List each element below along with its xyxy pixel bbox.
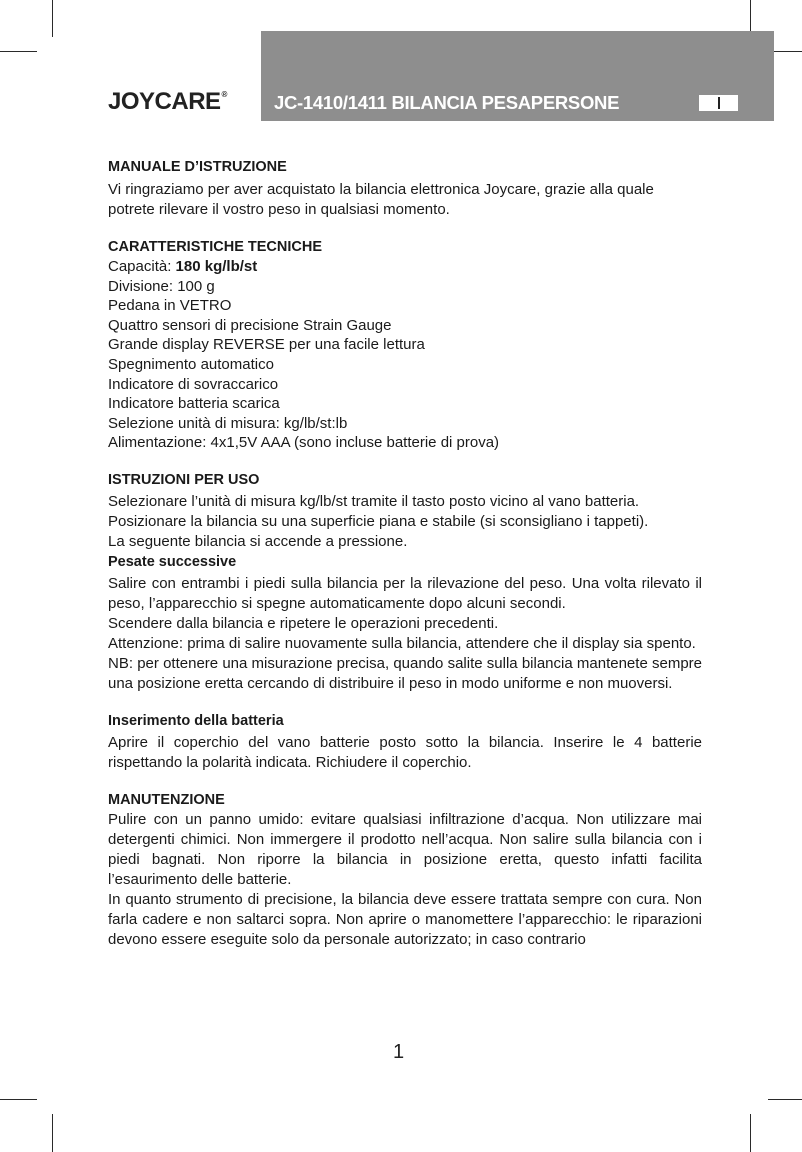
crop-mark [768, 1099, 802, 1100]
spec-item: Spegnimento automatico [108, 355, 274, 373]
section-intro [108, 157, 702, 220]
section-battery [108, 711, 702, 773]
usage-paragraph: NB: per ottenere una misurazione precisa, quando salite sulla bilancia mantenete sempre una posizione eretta cercando di distribuire il peso in modo uniforme e non muoversi. [108, 654, 702, 692]
page-number: 1 [393, 1041, 405, 1063]
brand-logo: JOYCARE® [108, 88, 227, 115]
document-title: JC-1410/1411 BILANCIA PESAPERSONE [274, 92, 620, 113]
spec-item: Indicatore di sovraccarico [108, 375, 279, 393]
manual-content [108, 157, 702, 950]
section-heading: CARATTERISTICHE TECNICHE [108, 239, 323, 255]
spec-item: Indicatore batteria scarica [108, 395, 280, 413]
language-badge-mark [718, 97, 720, 109]
usage-paragraph: Selezionare l’unità di misura kg/lb/st tramite il tasto posto vicino al vano batteria. [108, 492, 640, 510]
section-heading: ISTRUZIONI PER USO [108, 471, 260, 488]
usage-paragraph: Posizionare la bilancia su una superficie piana e stabile (si sconsigliano i tappeti). [108, 512, 649, 530]
spec-item: Quattro sensori di precisione Strain Gauge [108, 316, 392, 334]
crop-mark [52, 1114, 53, 1152]
battery-text: Aprire il coperchio del vano batterie posto sotto la bilancia. Inserire le 4 batterie rispettando la polarità indicata. Richiudere il coperchio. [108, 733, 702, 771]
usage-paragraph: Attenzione: prima di salire nuovamente sulla bilancia, attendere che il display sia spento. [108, 634, 696, 652]
subsection-heading: Pesate successive [108, 553, 237, 570]
crop-mark [750, 1114, 751, 1152]
maintenance-paragraph: In quanto strumento di precisione, la bilancia deve essere trattata sempre con cura. Non farla cadere e non saltarci sopra. Non aprire o manomettere l’apparecchio: le riparazioni devono essere eseguite solo da personale autorizzato; in caso contrario [108, 890, 702, 948]
spec-item: Grande display REVERSE per una facile lettura [108, 336, 425, 354]
section-heading: Inserimento della batteria [108, 712, 284, 729]
usage-paragraph: La seguente bilancia si accende a pressione. [108, 532, 408, 550]
section-maintenance [108, 790, 702, 950]
intro-text: Vi ringraziamo per aver acquistato la bilancia elettronica Joycare, grazie alla quale potrete rilevare il vostro peso in qualsiasi momento. [108, 181, 654, 218]
usage-paragraph: Salire con entrambi i piedi sulla bilancia per la rilevazione del peso. Una volta rilevato il peso, l’apparecchio si spegne automaticamente dopo alcuni secondi. [108, 574, 702, 612]
usage-paragraph: Scendere dalla bilancia e ripetere le operazioni precedenti. [108, 614, 499, 632]
spec-capacity: Capacità: 180 kg/lb/st [108, 258, 258, 275]
language-badge [699, 95, 738, 111]
spec-item: Alimentazione: 4x1,5V AAA (sono incluse batterie di prova) [108, 434, 500, 452]
crop-mark [52, 0, 53, 37]
spec-item: Selezione unità di misura: kg/lb/st:lb [108, 414, 348, 432]
section-heading: MANUTENZIONE [108, 791, 225, 808]
section-specs [108, 237, 702, 453]
section-heading: MANUALE D’ISTRUZIONE [108, 159, 287, 175]
spec-item: Pedana in VETRO [108, 297, 232, 315]
spec-item: Divisione: 100 g [108, 277, 215, 295]
crop-mark [0, 1099, 37, 1100]
crop-mark [0, 51, 37, 52]
maintenance-paragraph: Pulire con un panno umido: evitare qualsiasi infiltrazione d’acqua. Non utilizzare mai detergenti chimici. Non immergere il prodotto nell’acqua. Non salire sulla bilancia con i piedi bagnati. Non riporre la bilancia in posizione eretta, questo infatti facilita l’esaurimento delle batterie. [108, 810, 702, 888]
section-usage [108, 470, 702, 694]
